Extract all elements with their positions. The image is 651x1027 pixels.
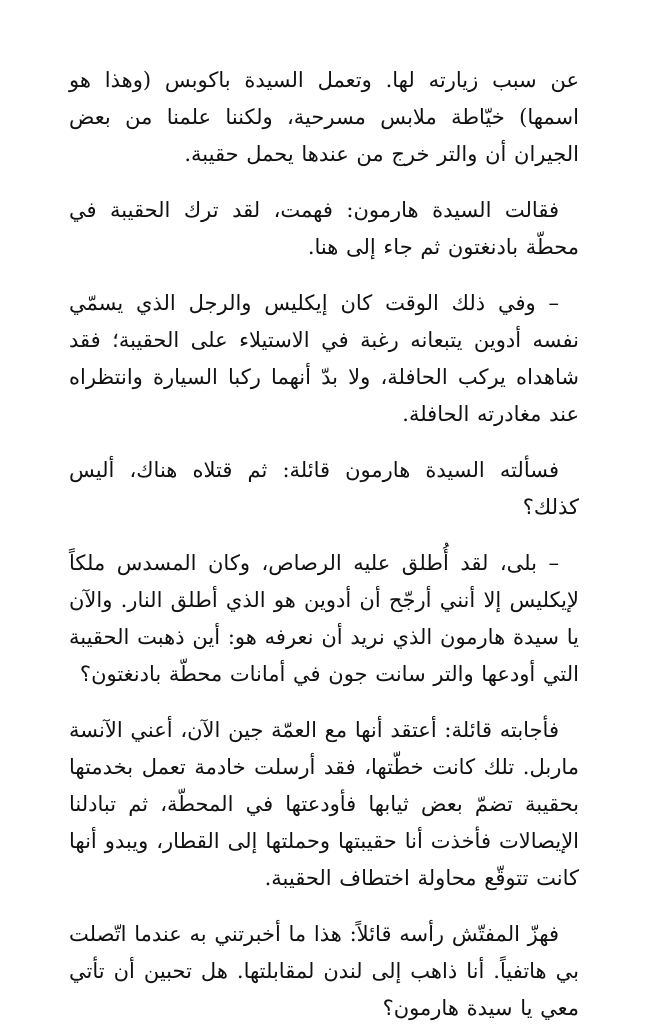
paragraph-6: فأجابته قائلة: أعتقد أنها مع العمّة جين الآن، أعني الآنسة ماربل. تلك كانت خطّتها، فقد أرسلت خادمة تعمل بخدمتها بحقيبة تضمّ بعض ثيابها فأودعتها في المحطّة، ثم تبادلنا الإيصالات فأخذت أنا حقيبتها وحملتها إلى القطار، ويبدو أنها كانت تتوقّع محاولة اختطاف الحقيبة. [69, 718, 579, 890]
paragraph-3: – وفي ذلك الوقت كان إيكليس والرجل الذي يسمّي نفسه أدوين يتبعانه رغبة في الاستيلاء على الحقيبة؛ فقد شاهداه يركب الحافلة، ولا بدّ أنهما ركبا السيارة وانتظراه عند مغادرته الحافلة. [69, 291, 579, 426]
paragraph-2: فقالت السيدة هارمون: فهمت، لقد ترك الحقيبة في محطّة بادنغتون ثم جاء إلى هنا. [69, 198, 579, 259]
paragraph-7: فهزّ المفتّش رأسه قائلاً: هذا ما أخبرتني به عندما اتّصلت بي هاتفياً. أنا ذاهب إلى لندن لمقابلتها. هل تحبين أن تأتي معي يا سيدة هارمون؟ [69, 922, 579, 1020]
book-page [69, 62, 579, 1027]
paragraph-4: فسألته السيدة هارمون قائلة: ثم قتلاه هناك، أليس كذلك؟ [69, 458, 579, 519]
paragraph-5: – بلى، لقد أُطلق عليه الرصاص، وكان المسدس ملكاً لإيكليس إلا أنني أرجّح أن أدوين هو الذي أطلق النار. والآن يا سيدة هارمون الذي نريد أن نعرفه هو: أين ذهبت الحقيبة التي أودعها والتر سانت جون في أمانات محطّة بادنغتون؟ [69, 551, 579, 686]
paragraph-1: عن سبب زيارته لها. وتعمل السيدة باكوبس (وهذا هو اسمها) خيّاطة ملابس مسرحية، ولكننا علمنا من بعض الجيران أن والتر خرج من عندها يحمل حقيبة. [69, 68, 579, 166]
